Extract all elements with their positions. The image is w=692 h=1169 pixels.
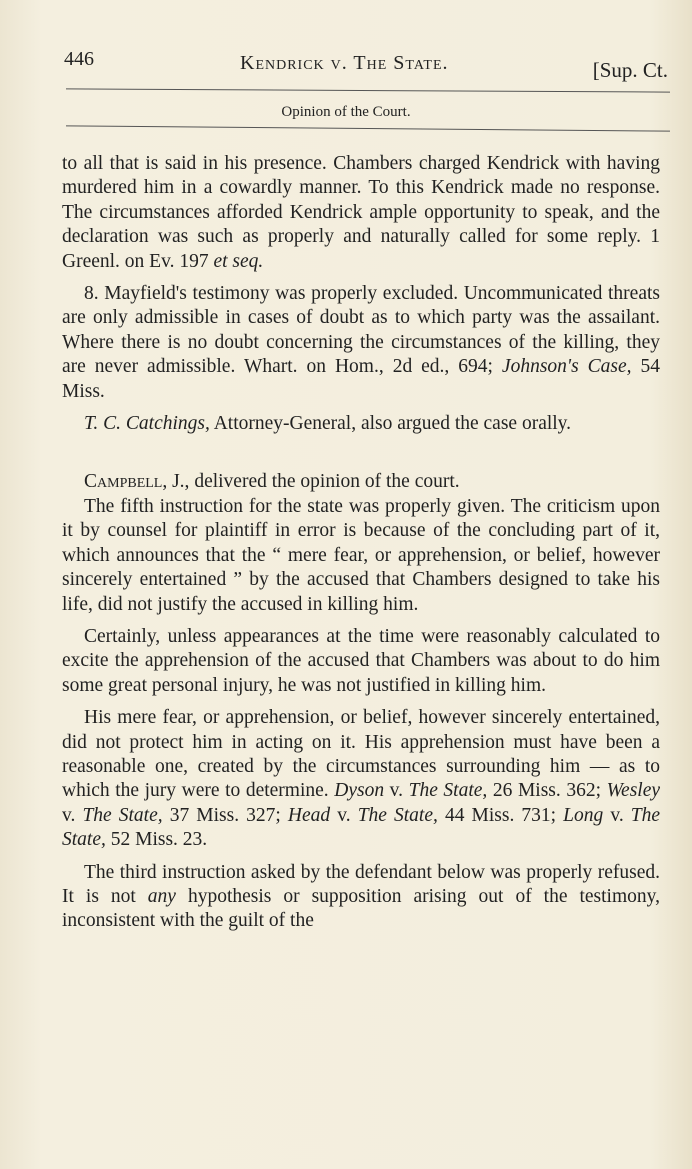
- paragraph: The third instruction asked by the defendant below was properly refused. It is not any hypothesis or supposition arising out of the testimony, inconsistent with the guilt of the: [62, 861, 660, 932]
- page-number: 446: [64, 48, 94, 70]
- paragraph: The fifth instruction for the state was properly given. The criticism upon it by counsel for plaintiff in error is because of the concluding part of it, which announces that the “ mere fear, or apprehension, or belief, however sincerely entertained ” by the accused that Chambers designed to take his life, did not justify the accused in killing him.: [62, 495, 660, 615]
- header-rule: [66, 88, 670, 92]
- section-label: Opinion of the Court.: [281, 104, 411, 120]
- paragraph: Certainly, unless appearances at the time were reasonably calculated to excite the apprehension of the accused that Chambers was about to do him some great personal injury, he was not justified in killing him.: [62, 625, 660, 696]
- paragraph: Campbell, J., delivered the opinion of the court.: [84, 471, 460, 493]
- running-title: Kendrick v. The State.: [240, 52, 449, 74]
- paragraph: to all that is said in his presence. Chambers charged Kendrick with having murdered him in a cowardly manner. To this Kendrick made no response. The circumstances afforded Kendrick ample opportunity to speak, and the declaration was such as properly and naturally called for some reply. 1 Greenl. on Ev. 197 et seq.: [62, 153, 660, 272]
- paragraph: T. C. Catchings, Attorney-General, also argued the case orally.: [84, 413, 572, 435]
- paragraph: His mere fear, or apprehension, or belief, however sincerely entertained, did not protect him in acting on it. His apprehension must have been a reasonable one, created by the circumstances surrounding him — as to which the jury were to determine. Dyson v. The State, 26 Miss. 362; Wesley v. The State, 37 Miss. 327; Head v. The State, 44 Miss. 731; Long v. The State, 52 Miss. 23.: [62, 707, 661, 851]
- section-rule: [66, 125, 670, 131]
- court-label: [Sup. Ct.: [592, 58, 668, 82]
- paragraph: 8. Mayfield's testimony was properly excluded. Uncommunicated threats are only admissible in cases of doubt as to which party was the assailant. Where there is no doubt concerning the circumstances of the killing, they are never admissible. Whart. on Hom., 2d ed., 694; Johnson's Case, 54 Miss.: [62, 283, 660, 402]
- running-header: [64, 44, 668, 84]
- body-text: [62, 152, 660, 934]
